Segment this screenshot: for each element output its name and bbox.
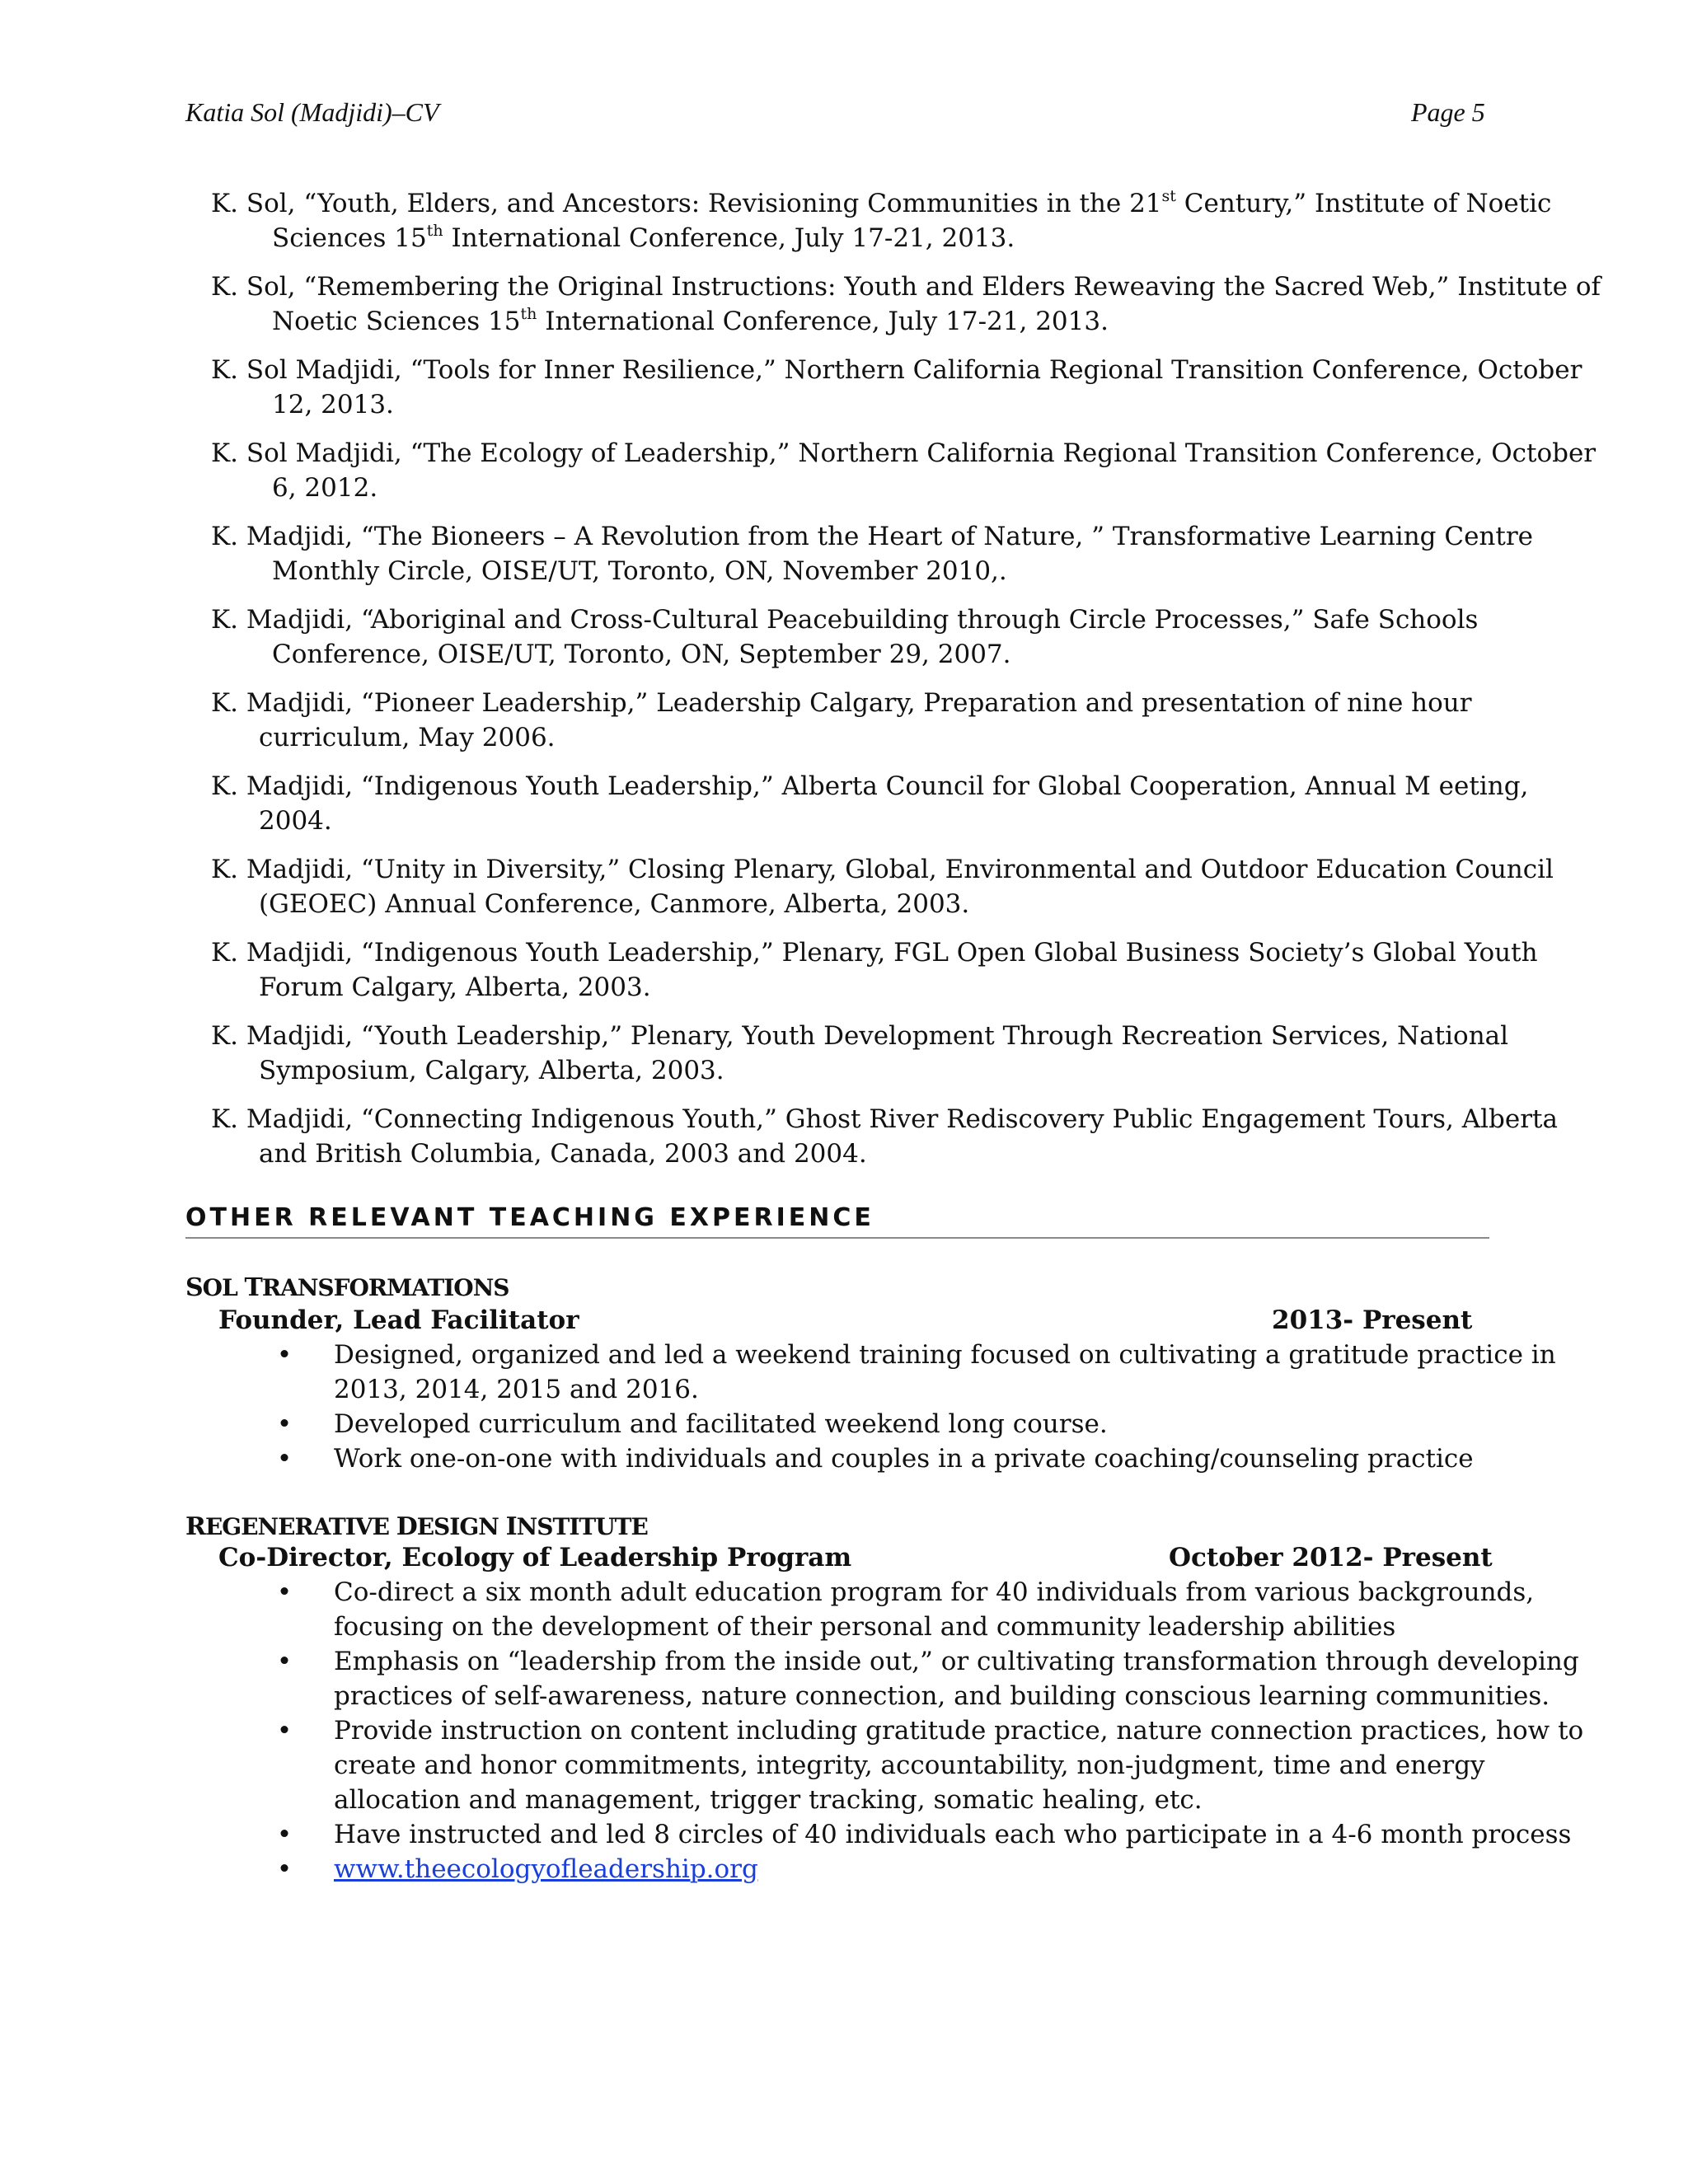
role-title: Co-Director, Ecology of Leadership Program: [218, 1543, 852, 1572]
org-name: SOL TRANSFORMATIONS: [185, 1273, 509, 1302]
role-dates: 2013- Present: [1272, 1305, 1473, 1335]
presentation-entry: K. Sol, “Youth, Elders, and Ancestors: Revisioning Communities in the 21st Century,” Institute of Noetic Sciences 15th International Conference, July 17-21, 2013.: [211, 186, 1552, 253]
list-item-continuation: practices of self-awareness, nature connection, and building conscious learning communities.: [334, 1681, 1550, 1711]
list-item: • Have instructed and led 8 circles of 40 individuals each who participate in a 4-6 month process: [276, 1820, 1572, 1849]
list-item-continuation: allocation and management, trigger tracking, somatic healing, etc.: [334, 1785, 1203, 1815]
list-item-continuation: focusing on the development of their personal and community leadership abilities: [334, 1612, 1396, 1642]
list-item: • www.theecologyofleadership.org: [284, 1852, 1496, 1886]
list-item-continuation: 2013, 2014, 2015 and 2016.: [334, 1375, 699, 1404]
header-author: Katia Sol (Madjidi)–CV: [185, 97, 439, 127]
role-dates: October 2012- Present: [1169, 1543, 1493, 1572]
presentation-entry: K. Madjidi, “The Bioneers – A Revolution from the Heart of Nature, ” Transformative Learning Centre Monthly Circle, OISE/UT, Toronto, ON, November 2010,.: [211, 522, 1534, 586]
presentation-entry: K. Madjidi, “Aboriginal and Cross-Cultural Peacebuilding through Circle Processes,” Safe Schools Conference, OISE/UT, Toronto, ON, September 29, 2007.: [211, 605, 1479, 669]
presentation-entry: K. Madjidi, “Unity in Diversity,” Closing Plenary, Global, Environmental and Outdoor Education Council (GEOEC) Annual Conference, Canmore, Alberta, 2003.: [211, 855, 1554, 919]
list-item: • Co-direct a six month adult education program for 40 individuals from various backgrounds,: [276, 1577, 1535, 1607]
presentation-entry: K. Sol, “Remembering the Original Instructions: Youth and Elders Reweaving the Sacred Web,” Institute of Noetic Sciences 15th International Conference, July 17-21, 2013.: [211, 272, 1601, 336]
presentation-entry: K. Madjidi, “Indigenous Youth Leadership,” Alberta Council for Global Cooperation, Annual M eeting, 2004.: [211, 771, 1529, 836]
presentation-entry: K. Madjidi, “Youth Leadership,” Plenary, Youth Development Through Recreation Services, National Symposium, Calgary, Alberta, 2003.: [211, 1021, 1509, 1085]
list-item: • Designed, organized and led a weekend training focused on cultivating a gratitude practice in: [276, 1340, 1556, 1370]
list-item: • Provide instruction on content including gratitude practice, nature connection practices, how to: [276, 1716, 1584, 1746]
presentation-entry: K. Sol Madjidi, “The Ecology of Leadership,” Northern California Regional Transition Conference, October 6, 2012.: [211, 438, 1597, 503]
list-item: • Work one-on-one with individuals and couples in a private coaching/counseling practice: [276, 1444, 1474, 1474]
org-name: REGENERATIVE DESIGN INSTITUTE: [185, 1512, 648, 1541]
header-page-number: Page 5: [1411, 97, 1485, 127]
list-item-continuation: create and honor commitments, integrity, accountability, non-judgment, time and energy: [334, 1750, 1485, 1780]
presentation-entry: K. Sol Madjidi, “Tools for Inner Resilience,” Northern California Regional Transition Conference, October 12, 2013.: [211, 355, 1582, 419]
bullet-list: [276, 1338, 1556, 1476]
section-heading: OTHER RELEVANT TEACHING EXPERIENCE: [185, 1203, 1489, 1239]
presentation-entry: K. Madjidi, “Connecting Indigenous Youth,” Ghost River Rediscovery Public Engagement Tours, Alberta and British Columbia, Canada, 2003 and 2004.: [211, 1104, 1558, 1169]
list-item: • Emphasis on “leadership from the inside out,” or cultivating transformation through developing: [276, 1647, 1579, 1676]
presentation-entry: K. Madjidi, “Indigenous Youth Leadership,” Plenary, FGL Open Global Business Society’s Global Youth Forum Calgary, Alberta, 2003.: [211, 938, 1538, 1002]
presentation-entry: K. Madjidi, “Pioneer Leadership,” Leadership Calgary, Preparation and presentation of nine hour curriculum, May 2006.: [211, 688, 1472, 752]
list-item: • Developed curriculum and facilitated weekend long course.: [276, 1409, 1108, 1439]
bullet-list: [276, 1575, 1584, 1886]
role-title: Founder, Lead Facilitator: [218, 1305, 579, 1335]
website-link[interactable]: www.theecologyofleadership.org: [334, 1854, 758, 1884]
